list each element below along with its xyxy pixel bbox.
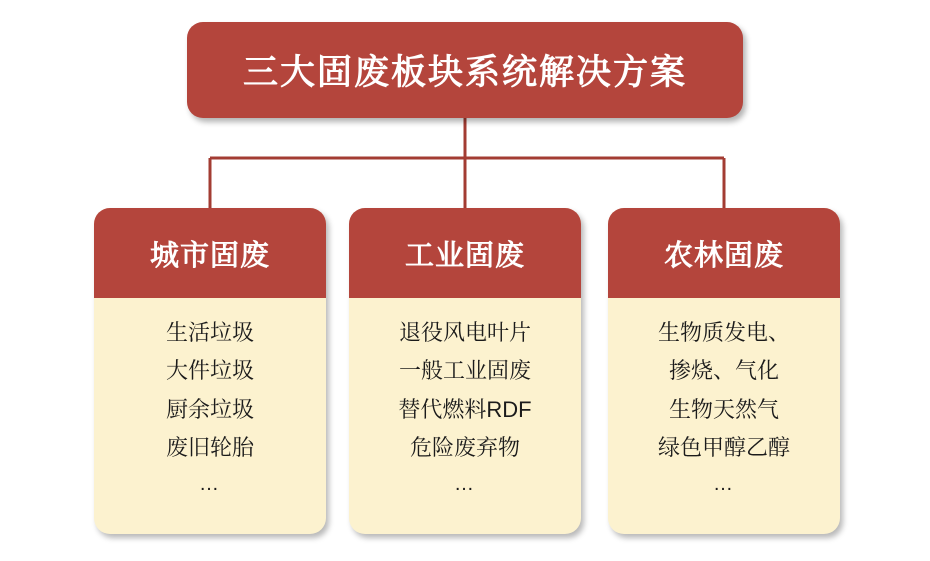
list-item: 掺烧、气化 xyxy=(668,358,779,384)
list-item: 大件垃圾 xyxy=(165,358,254,384)
list-item-ellipsis: … xyxy=(454,473,476,496)
list-item: 退役风电叶片 xyxy=(398,320,531,345)
branch-item-list xyxy=(608,298,840,534)
list-item: 厨余垃圾 xyxy=(165,396,254,422)
list-item: 生活垃圾 xyxy=(165,320,254,345)
list-item: 危险废弃物 xyxy=(409,434,520,460)
branch-agroforestry-solid-waste xyxy=(608,208,840,534)
list-item: 废旧轮胎 xyxy=(165,434,254,460)
list-item: 生物天然气 xyxy=(668,396,779,422)
list-item: 生物质发电、 xyxy=(657,320,790,345)
list-item: 替代燃料RDF xyxy=(398,396,532,422)
list-item: 一般工业固废 xyxy=(398,358,531,384)
list-item: 绿色甲醇乙醇 xyxy=(657,434,790,460)
root-node xyxy=(187,22,743,118)
list-item-ellipsis: … xyxy=(199,473,221,496)
branch-title: 农林固废 xyxy=(663,239,784,272)
list-item-ellipsis: … xyxy=(713,473,735,496)
branch-header xyxy=(349,208,581,298)
branch-item-list xyxy=(94,298,326,534)
branch-urban-solid-waste xyxy=(94,208,326,534)
branch-item-list xyxy=(349,298,581,534)
root-node-title: 三大固废板块系统解决方案 xyxy=(242,53,687,92)
branch-header xyxy=(608,208,840,298)
branch-title: 城市固废 xyxy=(149,239,270,272)
branch-title: 工业固废 xyxy=(404,239,525,272)
branch-industrial-solid-waste xyxy=(349,208,581,534)
branch-header xyxy=(94,208,326,298)
